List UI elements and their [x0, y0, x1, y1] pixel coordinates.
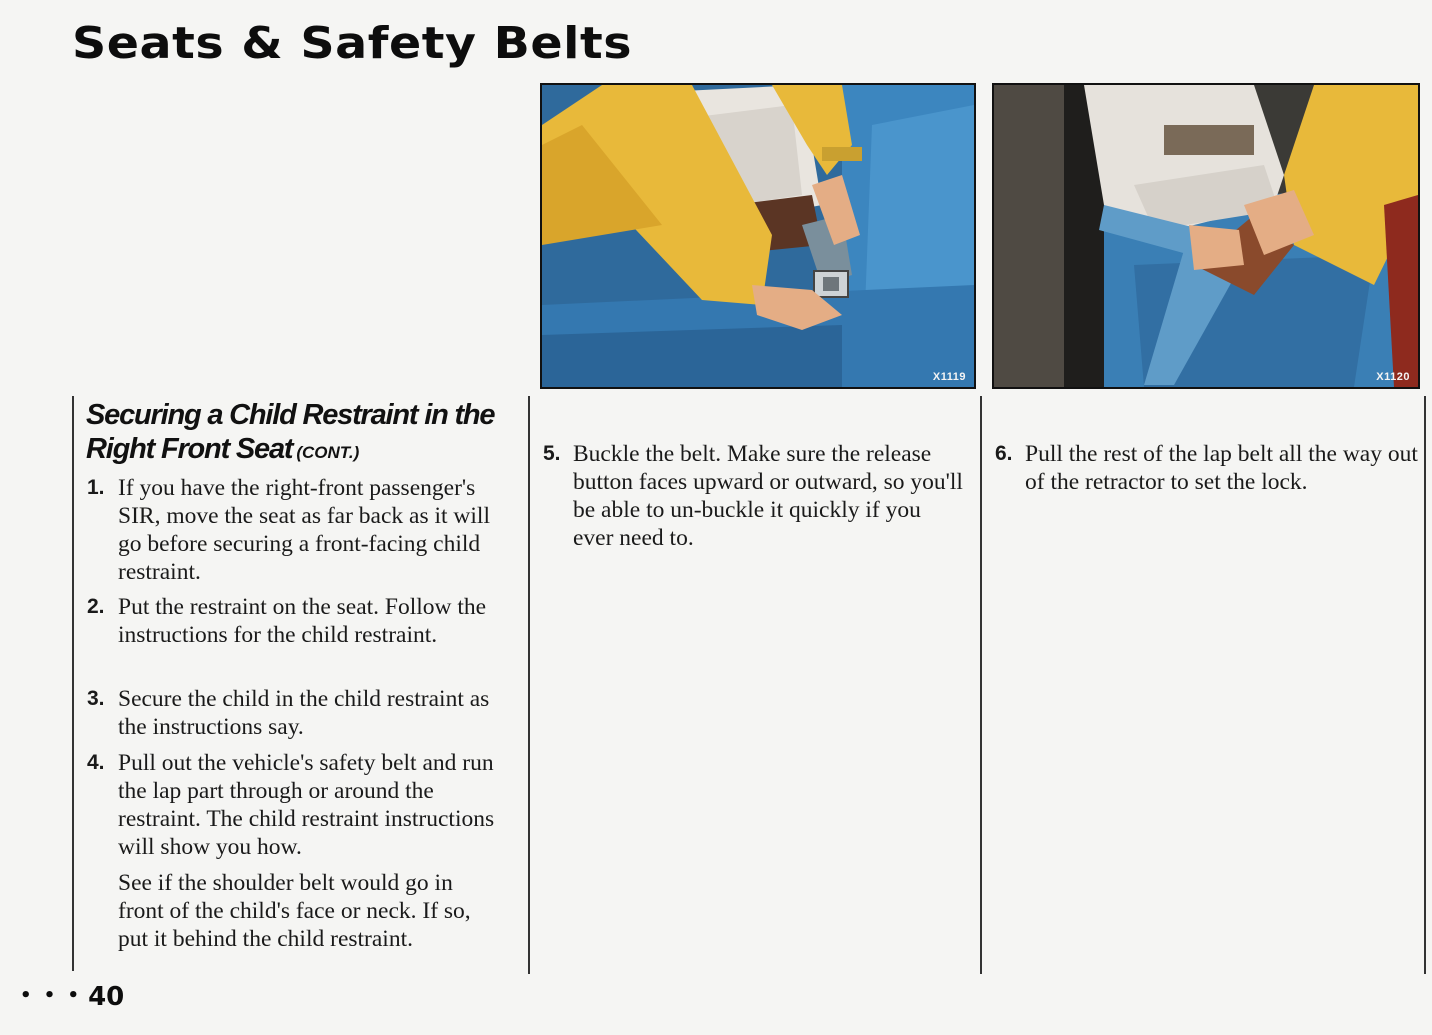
figure-pull-lap-belt [992, 83, 1420, 389]
step-number: 4. [87, 751, 105, 774]
section-heading-suffix: (CONT.) [296, 443, 360, 462]
step-note: See if the shoulder belt would go in front of the child's face or neck. If so, put it behind the child restraint. [118, 870, 471, 952]
step-number: 1. [87, 476, 105, 499]
figure-code-label: X1120 [1376, 371, 1410, 383]
step-number: 2. [87, 595, 105, 618]
list-item [87, 593, 527, 649]
page-number [20, 982, 124, 1012]
step-text: If you have the right-front passenger's SIR, move the seat as far back as it will go before securing a front-facing child restraint. [118, 475, 490, 585]
step-text: Pull the rest of the lap belt all the way out of the retractor to set the lock. [1025, 441, 1418, 495]
page-number-value: 40 [88, 982, 125, 1012]
list-item [995, 440, 1420, 496]
step-text: Secure the child in the child restraint as the instructions say. [118, 686, 490, 740]
section-heading-text: Securing a Child Restraint in the Right Front Seat [86, 399, 495, 465]
page-title: Seats & Safety Belts [72, 18, 633, 69]
page-marker: • • • [20, 985, 83, 1006]
buckle-belt-illustration-icon [542, 85, 974, 387]
column-divider-left [72, 396, 74, 971]
step-text: Buckle the belt. Make sure the release button faces upward or outward, so you'll be able to un-buckle it quickly if you ever need to. [573, 441, 963, 551]
step-number: 5. [543, 442, 561, 465]
list-item [87, 749, 527, 861]
step-text: Put the restraint on the seat. Follow the instructions for the child restraint. [118, 594, 487, 648]
list-item [87, 685, 527, 741]
section-heading [86, 398, 526, 470]
list-item [87, 474, 527, 586]
pull-lap-belt-illustration-icon [994, 85, 1418, 387]
column-divider-edge [1424, 396, 1426, 974]
step-number: 6. [995, 442, 1013, 465]
figure-code-label: X1119 [932, 371, 966, 383]
column-divider-middle [528, 396, 530, 974]
list-item [543, 440, 973, 552]
step-number: 3. [87, 687, 105, 710]
figure-buckle-belt [540, 83, 976, 389]
step-text: Pull out the vehicle's safety belt and run the lap part through or around the restraint. The child restraint instructions will show you how. [118, 750, 495, 860]
column-divider-right [980, 396, 982, 974]
